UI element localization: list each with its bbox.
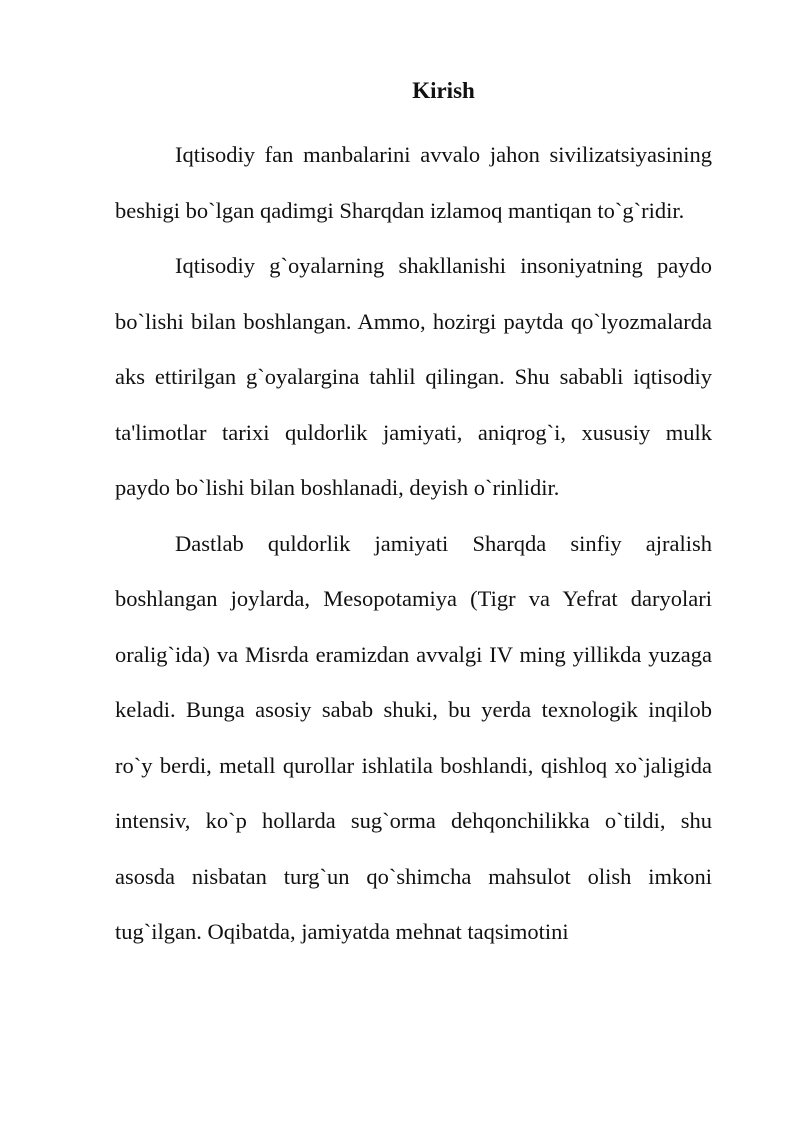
paragraph-2: Iqtisodiy g`oyalarning shakllanishi insoniyatning paydo bo`lishi bilan boshlangan. Ammo, hozirgi paytda qo`lyozmalarda aks ettirilgan g`oyalargina tahlil qilingan. Shu sababli iqtisodiy ta'limotlar tarixi quldorlik jamiyati, aniqrog`i, xususiy mulk paydo bo`lishi bilan boshlanadi, deyish o`rinlidir. xyxy=(115,253,712,500)
paragraph-1: Iqtisodiy fan manbalarini avvalo jahon sivilizatsiyasining beshigi bo`lgan qadimgi Sharqdan izlamoq mantiqan to`g`ridir. xyxy=(115,142,712,223)
paragraph-3: Dastlab quldorlik jamiyati Sharqda sinfiy ajralish boshlangan joylarda, Mesopotamiya (Tigr va Yefrat daryolari oralig`ida) va Misrda eramizdan avvalgi IV ming yillikda yuzaga keladi. Bunga asosiy sabab shuki, bu yerda texnologik inqilob ro`y berdi, metall qurollar ishlatila boshlandi, qishloq xo`jaligida intensiv, ko`p hollarda sug`orma dehqonchilikka o`tildi, shu asosda nisbatan turg`un qo`shimcha mahsulot olish imkoni tug`ilgan. Oqibatda, jamiyatda mehnat taqsimotini xyxy=(115,530,712,944)
page-title: Kirish xyxy=(412,78,475,103)
